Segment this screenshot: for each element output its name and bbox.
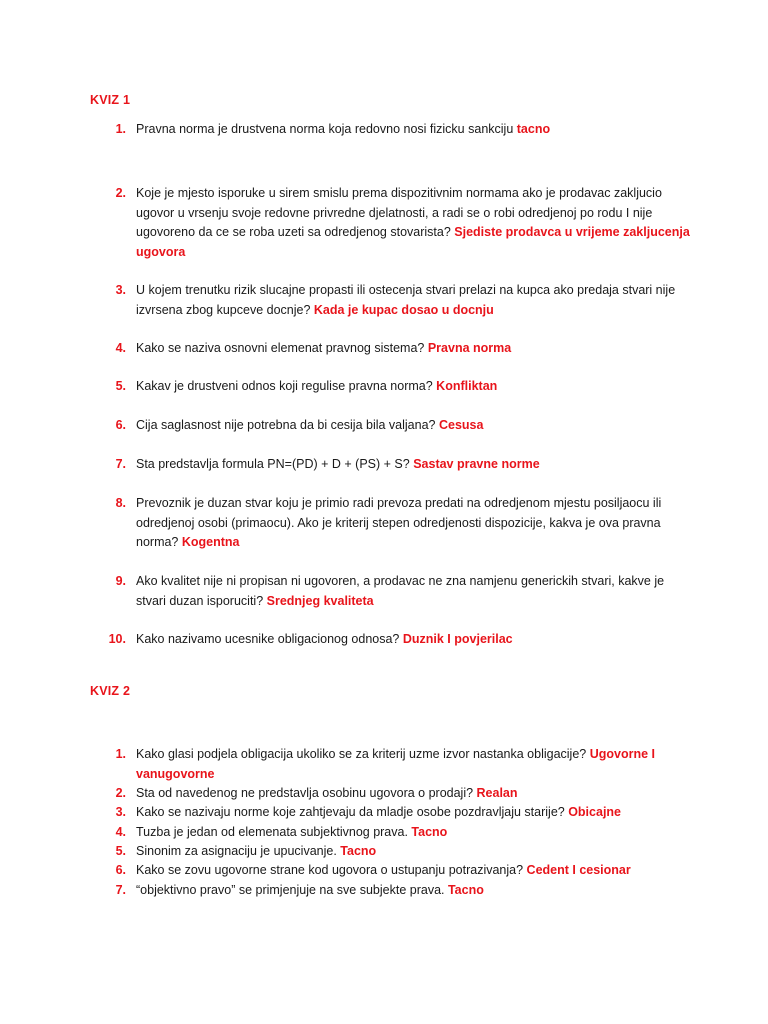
question-item [90, 745, 690, 784]
question-body: U kojem trenutku rizik slucajne propasti ili ostecenja stvari prelazi na kupca ako predaja stvari nije izvrsena zbog kupceve docnje? [136, 283, 676, 317]
question-number: 2. [115, 186, 126, 200]
question-number: 5. [115, 379, 126, 393]
question-number: 1. [115, 747, 126, 761]
question-number: 4. [115, 341, 126, 355]
question-body: Sinonim za asignaciju je upucivanje. [136, 844, 341, 858]
answer-text: Tacno [411, 825, 448, 839]
question-text [136, 120, 690, 140]
question-text [136, 745, 690, 784]
question-text [136, 377, 690, 397]
question-text [136, 842, 690, 862]
question-body: Kako glasi podjela obligacija ukoliko se za kriterij uzme izvor nastanka obligacije? [136, 747, 590, 761]
answer-text: Cesusa [438, 418, 484, 432]
question-text [136, 630, 690, 650]
question-number: 7. [115, 883, 126, 897]
question-number: 8. [115, 496, 126, 510]
question-body: Pravna norma je drustvena norma koja redovno nosi fizicku sankciju [136, 122, 517, 136]
answer-text: Kogentna [181, 535, 240, 549]
question-number: 6. [115, 863, 126, 877]
question-body: Kako se naziva osnovni elemenat pravnog sistema? [136, 341, 428, 355]
question-body: Ako kvalitet nije ni propisan ni ugovoren, a prodavac ne zna namjenu generickih stvari, kakve je stvari duzan isporuciti? [136, 574, 665, 608]
question-item [90, 630, 690, 650]
question-item [90, 494, 690, 553]
question-item [90, 861, 690, 881]
answer-text: tacno [516, 122, 551, 136]
question-item [90, 184, 690, 262]
question-item [90, 823, 690, 843]
question-text [136, 455, 690, 475]
question-body: Kakav je drustveni odnos koji regulise pravna norma? [136, 379, 437, 393]
answer-text: Sastav pravne norme [413, 457, 540, 471]
question-number: 2. [115, 786, 126, 800]
question-number: 5. [115, 844, 126, 858]
question-text [136, 339, 690, 359]
question-number: 9. [115, 574, 126, 588]
answer-text: Pravna norma [427, 341, 512, 355]
question-item [90, 120, 690, 140]
answer-text: Tacno [447, 883, 484, 897]
question-body: Sta od navedenog ne predstavlja osobinu ugovora o prodaji? [136, 786, 477, 800]
answer-text: Cedent I cesionar [526, 863, 631, 877]
question-text [136, 861, 690, 881]
question-text [136, 416, 690, 436]
question-item [90, 339, 690, 359]
question-body: Prevoznik je duzan stvar koju je primio radi prevoza predati na odredjenom mjestu posiljaocu ili odredjenoj osobi (primaocu). Ako je kriterij stepen odredjenosti dispozicije, kakva je ova pravna norma? [136, 496, 662, 549]
question-text [136, 494, 690, 553]
question-item [90, 803, 690, 823]
quiz2-heading: KVIZ 2 [90, 684, 131, 698]
question-number: 4. [115, 825, 126, 839]
question-number: 10. [108, 632, 126, 646]
answer-text: Obicajne [568, 805, 621, 819]
question-body: Kako se nazivaju norme koje zahtjevaju da mladje osobe pozdravljaju starije? [136, 805, 569, 819]
question-item [90, 572, 690, 611]
question-number: 7. [115, 457, 126, 471]
answer-text: Sjediste prodavca u vrijeme zakljucenja ugovora [136, 225, 690, 259]
question-item [90, 842, 690, 862]
answer-text: Tacno [340, 844, 377, 858]
question-body: Kako nazivamo ucesnike obligacionog odnosa? [136, 632, 403, 646]
question-item [90, 784, 690, 804]
question-item [90, 416, 690, 436]
question-number: 1. [115, 122, 126, 136]
answer-text: Realan [476, 786, 518, 800]
question-text [136, 281, 690, 320]
answer-text: Kada je kupac dosao u docnju [313, 302, 494, 317]
question-number: 3. [115, 283, 126, 297]
question-text [136, 823, 690, 843]
question-item [90, 281, 690, 320]
question-text [136, 881, 690, 901]
question-text [136, 184, 690, 262]
question-number: 6. [115, 418, 126, 432]
quiz1-heading: KVIZ 1 [90, 93, 131, 107]
question-body: Tuzba je jedan od elemenata subjektivnog prava. [136, 825, 412, 839]
answer-text: Srednjeg kvaliteta [266, 593, 374, 608]
question-item [90, 377, 690, 397]
question-item [90, 455, 690, 475]
question-number: 3. [115, 805, 126, 819]
answer-text: Duznik I povjerilac [402, 632, 513, 646]
answer-text: Konfliktan [436, 379, 498, 393]
question-body: Koje je mjesto isporuke u sirem smislu prema dispozitivnim normama ako je prodavac zakljucio ugovor u vrsenju svoje redovne privredne djelatnosti, a radi se o robi odredjenoj po rodu I nije ugovoreno da ce se roba uzeti sa odredjenog stovarista? [136, 186, 662, 239]
answer-text: Ugovorne I vanugovorne [136, 747, 656, 781]
question-item [90, 881, 690, 901]
question-text [136, 572, 690, 611]
question-body: Kako se zovu ugovorne strane kod ugovora o ustupanju potrazivanja? [136, 863, 527, 877]
question-text [136, 803, 690, 823]
question-text [136, 784, 690, 804]
question-body: “objektivno pravo” se primjenjuje na sve subjekte prava. [136, 883, 448, 897]
question-body: Cija saglasnost nije potrebna da bi cesija bila valjana? [136, 418, 439, 432]
question-body: Sta predstavlja formula PN=(PD) + D + (PS) + S? [136, 457, 414, 471]
